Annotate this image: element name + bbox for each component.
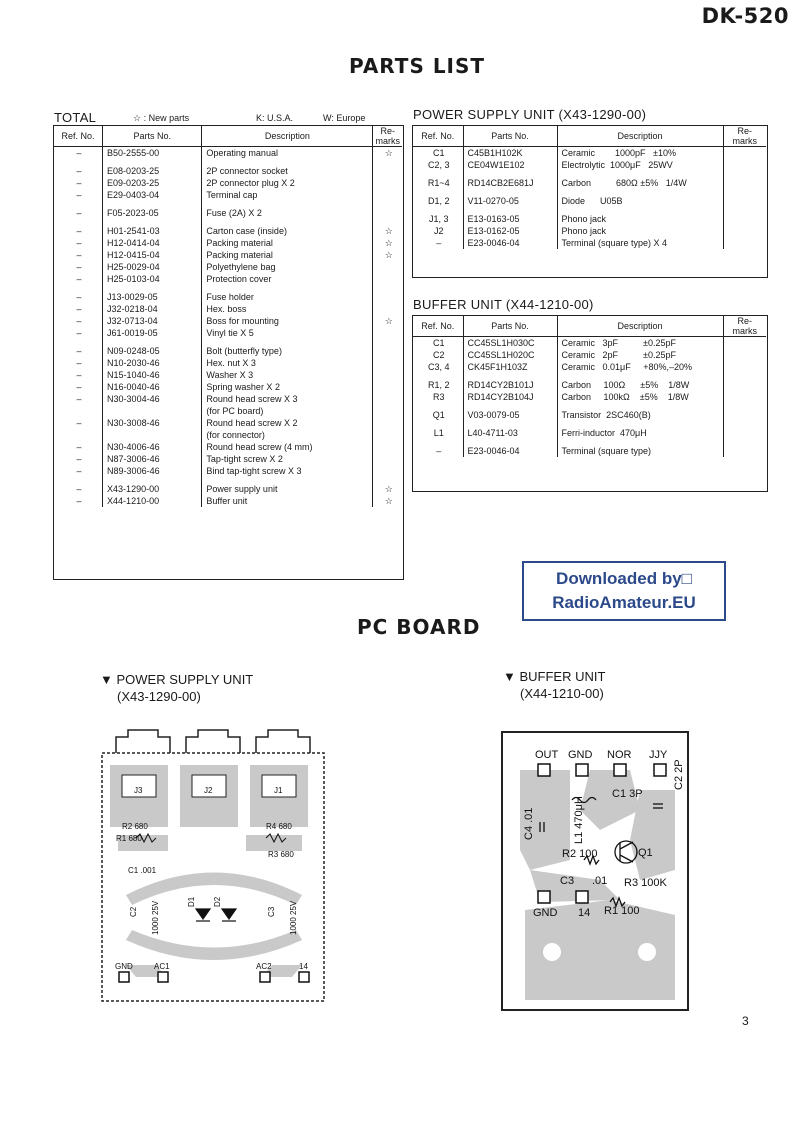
cell-parts: X43-1290-00: [103, 483, 202, 495]
cell-ref: –: [54, 207, 103, 219]
buffer-pcb-drawing: [500, 730, 692, 1014]
header-desc: Description: [557, 126, 723, 147]
cell-rem: ☆: [384, 316, 393, 326]
table-row: [413, 361, 766, 373]
cell-rem: [723, 427, 766, 439]
cell-rem: ☆: [384, 484, 393, 494]
cell-ref: –: [54, 357, 103, 369]
cell-ref: –: [54, 303, 103, 315]
cell-parts: N10-2030-46: [103, 357, 202, 369]
cell-desc: Operating manual: [202, 147, 373, 160]
cell-rem: [723, 237, 766, 249]
cell-rem: [723, 349, 766, 361]
cell-rem: [373, 441, 402, 453]
table-row: [54, 165, 402, 177]
table-row: [54, 483, 402, 495]
cell-ref: –: [54, 345, 103, 357]
label-r1: R1 680: [116, 834, 142, 843]
cell-parts: RD14CY2B101J: [463, 379, 557, 391]
cell-ref: –: [54, 417, 103, 429]
cell-ref: –: [54, 147, 103, 160]
table-row: [54, 381, 402, 393]
header-desc: Description: [557, 316, 723, 337]
header-remarks: Re- marks: [723, 126, 766, 147]
cell-desc: Ceramic 0.01μF +80%,–20%: [557, 361, 723, 373]
cell-ref: –: [54, 291, 103, 303]
watermark-line1: Downloaded by□: [556, 569, 692, 588]
table-row: [413, 427, 766, 439]
cell-ref: –: [54, 327, 103, 339]
cell-ref: –: [54, 381, 103, 393]
cell-ref: –: [413, 445, 463, 457]
cell-parts: E29-0403-04: [103, 189, 202, 201]
cell-rem: [373, 393, 402, 405]
cell-ref: –: [54, 393, 103, 405]
table-row: [54, 177, 402, 189]
cell-ref: [54, 429, 103, 441]
cell-rem: [723, 445, 766, 457]
cell-rem: [373, 189, 402, 201]
label-r1: R1 100: [604, 905, 640, 917]
legend-new-parts: ☆ : New parts: [133, 113, 190, 123]
cell-ref: –: [54, 453, 103, 465]
cell-parts: N09-0248-05: [103, 345, 202, 357]
cell-parts: V03-0079-05: [463, 409, 557, 421]
cell-rem: ☆: [384, 148, 393, 158]
cell-desc: Transistor 2SC460(B): [557, 409, 723, 421]
cell-ref: –: [54, 189, 103, 201]
label-r3: R3 680: [268, 850, 294, 859]
cell-parts: E13-0163-05: [463, 213, 557, 225]
cell-desc: Tap-tight screw X 2: [202, 453, 373, 465]
table-row: [54, 237, 402, 249]
label-c3-value: .01: [592, 875, 608, 887]
cell-rem: [373, 327, 402, 339]
cell-rem: [373, 369, 402, 381]
cell-desc: Packing material: [202, 249, 373, 261]
label-ac2: AC2: [256, 962, 272, 971]
cell-ref: –: [54, 441, 103, 453]
label-j3: J3: [134, 786, 143, 795]
cell-parts: E23-0046-04: [463, 445, 557, 457]
cell-parts: V11-0270-05: [463, 195, 557, 207]
total-parts-table: [54, 126, 402, 507]
cell-parts: F05-2023-05: [103, 207, 202, 219]
page-number: 3: [742, 1014, 749, 1028]
cell-parts: RD14CY2B104J: [463, 391, 557, 403]
label-c1: C1 3P: [612, 788, 643, 800]
cell-ref: L1: [413, 427, 463, 439]
label-c1: C1 .001: [128, 866, 157, 875]
table-row: [54, 495, 402, 507]
cell-ref: C3, 4: [413, 361, 463, 373]
cell-rem: [723, 379, 766, 391]
table-row: [54, 417, 402, 429]
cell-rem: ☆: [384, 496, 393, 506]
cell-rem: [373, 261, 402, 273]
label-ac1: AC1: [154, 962, 170, 971]
cell-parts: N89-3006-46: [103, 465, 202, 477]
cell-desc: Ferri-inductor 470μH: [557, 427, 723, 439]
download-watermark: [522, 561, 726, 621]
table-row: [54, 429, 402, 441]
header-ref: Ref. No.: [54, 126, 103, 147]
table-row: [54, 225, 402, 237]
cell-desc: Round head screw (4 mm): [202, 441, 373, 453]
cell-desc: (for PC board): [202, 405, 373, 417]
cell-desc: Bolt (butterfly type): [202, 345, 373, 357]
cell-ref: –: [54, 225, 103, 237]
table-row: [413, 225, 766, 237]
cell-ref: –: [54, 249, 103, 261]
cell-parts: RD14CB2E681J: [463, 177, 557, 189]
cell-ref: –: [54, 165, 103, 177]
cell-rem: [373, 381, 402, 393]
label-j2: J2: [204, 786, 213, 795]
cell-parts: N15-1040-46: [103, 369, 202, 381]
header-parts: Parts No.: [463, 316, 557, 337]
table-row: [54, 189, 402, 201]
label-out: OUT: [535, 749, 559, 761]
cell-parts: N87-3006-46: [103, 453, 202, 465]
watermark-line2: RadioAmateur.EU: [552, 593, 696, 612]
cell-parts: N30-3004-46: [103, 393, 202, 405]
table-row: [413, 445, 766, 457]
cell-ref: –: [54, 177, 103, 189]
table-row: [54, 465, 402, 477]
cell-ref: J1, 3: [413, 213, 463, 225]
label-c2: C2 2P: [673, 759, 685, 790]
table-row: [413, 159, 766, 171]
label-d2: D2: [213, 896, 222, 907]
model-number: DK-520: [701, 4, 789, 28]
cell-ref: –: [413, 237, 463, 249]
label-q1: Q1: [638, 847, 653, 859]
cell-desc: Ceramic 3pF ±0.25pF: [557, 337, 723, 350]
cell-desc: Carbon 680Ω ±5% 1/4W: [557, 177, 723, 189]
label-l1: L1 470μH: [573, 796, 585, 844]
cell-ref: –: [54, 483, 103, 495]
label-14: 14: [299, 962, 308, 971]
buffer-board-title: ▼ BUFFER UNIT: [503, 669, 606, 684]
label-jjy: JJY: [649, 749, 668, 761]
cell-rem: [373, 417, 402, 429]
cell-desc: Round head screw X 2: [202, 417, 373, 429]
cell-rem: [373, 177, 402, 189]
cell-rem: [723, 159, 766, 171]
cell-parts: CE04W1E102: [463, 159, 557, 171]
table-row: [54, 249, 402, 261]
label-j1: J1: [274, 786, 283, 795]
cell-desc: Packing material: [202, 237, 373, 249]
cell-desc: Electrolytic 1000μF 25WV: [557, 159, 723, 171]
header-desc: Description: [202, 126, 373, 147]
cell-desc: (for connector): [202, 429, 373, 441]
cell-ref: J2: [413, 225, 463, 237]
table-row: [413, 177, 766, 189]
cell-rem: [373, 207, 402, 219]
cell-rem: [373, 165, 402, 177]
cell-ref: C1: [413, 147, 463, 160]
table-row: [54, 303, 402, 315]
cell-parts: J13-0029-05: [103, 291, 202, 303]
cell-rem: [373, 405, 402, 417]
table-row: [54, 207, 402, 219]
label-gnd: GND: [115, 962, 133, 971]
cell-rem: [373, 345, 402, 357]
label-r2: R2 680: [122, 822, 148, 831]
cell-desc: Buffer unit: [202, 495, 373, 507]
cell-parts: N30-3008-46: [103, 417, 202, 429]
cell-ref: C1: [413, 337, 463, 350]
cell-parts: B50-2555-00: [103, 147, 202, 160]
label-nor: NOR: [607, 749, 632, 761]
legend-europe: W: Europe: [323, 113, 366, 123]
cell-rem: [723, 177, 766, 189]
cell-rem: [723, 361, 766, 373]
cell-rem: [723, 337, 766, 350]
label-gnd-top: GND: [568, 749, 593, 761]
cell-parts: L40-4711-03: [463, 427, 557, 439]
label-c3: C3: [560, 875, 575, 887]
label-c3: C3: [267, 906, 276, 917]
cell-desc: Round head screw X 3: [202, 393, 373, 405]
cell-desc: Spring washer X 2: [202, 381, 373, 393]
table-row: [54, 315, 402, 327]
cell-parts: CC45SL1H030C: [463, 337, 557, 350]
table-row: [54, 261, 402, 273]
cell-parts: E09-0203-25: [103, 177, 202, 189]
cell-desc: Bind tap-tight screw X 3: [202, 465, 373, 477]
cell-ref: –: [54, 261, 103, 273]
cell-rem: [723, 225, 766, 237]
table-row: [54, 147, 402, 160]
label-r4: R4 680: [266, 822, 292, 831]
cell-rem: ☆: [384, 250, 393, 260]
buffer-parts-table: [413, 316, 766, 457]
power-board-title: ▼ POWER SUPPLY UNIT: [100, 672, 254, 687]
cell-parts: J32-0713-04: [103, 315, 202, 327]
cell-desc: Terminal (square type): [557, 445, 723, 457]
label-r2: R2 100: [562, 848, 598, 860]
cell-rem: [373, 465, 402, 477]
power-board-code: (X43-1290-00): [117, 689, 201, 704]
cell-parts: CK45F1H103Z: [463, 361, 557, 373]
cell-desc: Phono jack: [557, 225, 723, 237]
header-remarks: Re- marks: [723, 316, 766, 337]
table-row: [413, 409, 766, 421]
cell-parts: E23-0046-04: [463, 237, 557, 249]
cell-ref: –: [54, 369, 103, 381]
cell-desc: Boss for mounting: [202, 315, 373, 327]
label-c4: C4 .01: [523, 807, 535, 840]
table-row: [54, 393, 402, 405]
cell-rem: [373, 291, 402, 303]
cell-desc: Ceramic 1000pF ±10%: [557, 147, 723, 160]
cell-parts: J32-0218-04: [103, 303, 202, 315]
power-supply-pcb-drawing: [96, 725, 336, 1005]
table-row: [413, 337, 766, 350]
cell-ref: Q1: [413, 409, 463, 421]
cell-desc: Hex. nut X 3: [202, 357, 373, 369]
label-d1: D1: [187, 896, 196, 907]
cell-desc: Phono jack: [557, 213, 723, 225]
cell-desc: Hex. boss: [202, 303, 373, 315]
cell-parts: H12-0414-04: [103, 237, 202, 249]
cell-parts: X44-1210-00: [103, 495, 202, 507]
total-title: TOTAL: [54, 110, 97, 125]
header-ref: Ref. No.: [413, 316, 463, 337]
pc-board-title: PC BOARD: [357, 615, 481, 639]
label-c3-value: 1000 25V: [289, 900, 298, 935]
table-row: [54, 345, 402, 357]
cell-desc: Protection cover: [202, 273, 373, 285]
cell-ref: –: [54, 315, 103, 327]
cell-ref: R1~4: [413, 177, 463, 189]
cell-rem: [373, 273, 402, 285]
cell-ref: –: [54, 273, 103, 285]
cell-parts: H01-2541-03: [103, 225, 202, 237]
header-ref: Ref. No.: [413, 126, 463, 147]
cell-rem: ☆: [384, 238, 393, 248]
label-r3: R3 100K: [624, 877, 667, 889]
table-row: [54, 327, 402, 339]
parts-list-title: PARTS LIST: [349, 54, 486, 78]
label-c2: C2: [129, 906, 138, 917]
table-row: [54, 405, 402, 417]
cell-parts: [103, 405, 202, 417]
cell-desc: Carbon 100Ω ±5% 1/8W: [557, 379, 723, 391]
cell-desc: 2P connector plug X 2: [202, 177, 373, 189]
cell-ref: –: [54, 465, 103, 477]
cell-ref: C2, 3: [413, 159, 463, 171]
cell-desc: Power supply unit: [202, 483, 373, 495]
cell-parts: H25-0029-04: [103, 261, 202, 273]
cell-rem: [723, 195, 766, 207]
cell-desc: Diode U05B: [557, 195, 723, 207]
cell-rem: [723, 213, 766, 225]
table-row: [413, 349, 766, 361]
cell-desc: Vinyl tie X 5: [202, 327, 373, 339]
cell-desc: 2P connector socket: [202, 165, 373, 177]
cell-desc: Terminal (square type) X 4: [557, 237, 723, 249]
legend-usa: K: U.S.A.: [256, 113, 294, 123]
table-row: [413, 391, 766, 403]
buffer-board-code: (X44-1210-00): [520, 686, 604, 701]
cell-ref: R1, 2: [413, 379, 463, 391]
table-row: [54, 453, 402, 465]
table-row: [54, 369, 402, 381]
cell-desc: Polyethylene bag: [202, 261, 373, 273]
cell-parts: [103, 429, 202, 441]
table-row: [413, 237, 766, 249]
header-parts: Parts No.: [103, 126, 202, 147]
cell-rem: [373, 453, 402, 465]
cell-rem: ☆: [384, 226, 393, 236]
power-supply-title: POWER SUPPLY UNIT (X43-1290-00): [413, 107, 647, 122]
cell-desc: Washer X 3: [202, 369, 373, 381]
cell-parts: J61-0019-05: [103, 327, 202, 339]
table-row: [54, 357, 402, 369]
header-parts: Parts No.: [463, 126, 557, 147]
cell-desc: Terminal cap: [202, 189, 373, 201]
cell-parts: E13-0162-05: [463, 225, 557, 237]
cell-desc: Fuse holder: [202, 291, 373, 303]
cell-parts: N16-0040-46: [103, 381, 202, 393]
table-row: [413, 379, 766, 391]
table-row: [413, 213, 766, 225]
label-c2-value: 1000 25V: [151, 900, 160, 935]
cell-parts: N30-4006-46: [103, 441, 202, 453]
table-row: [54, 273, 402, 285]
cell-ref: –: [54, 495, 103, 507]
header-remarks: Re- marks: [373, 126, 402, 147]
cell-rem: [723, 409, 766, 421]
cell-parts: H12-0415-04: [103, 249, 202, 261]
cell-ref: –: [54, 237, 103, 249]
cell-parts: CC45SL1H020C: [463, 349, 557, 361]
cell-rem: [723, 391, 766, 403]
cell-parts: H25-0103-04: [103, 273, 202, 285]
cell-rem: [723, 147, 766, 160]
cell-ref: C2: [413, 349, 463, 361]
cell-parts: C45B1H102K: [463, 147, 557, 160]
label-14: 14: [578, 907, 591, 919]
cell-parts: E08-0203-25: [103, 165, 202, 177]
cell-ref: D1, 2: [413, 195, 463, 207]
label-gnd-bottom: GND: [533, 907, 558, 919]
table-row: [54, 441, 402, 453]
cell-ref: [54, 405, 103, 417]
cell-rem: [373, 429, 402, 441]
cell-rem: [373, 303, 402, 315]
buffer-title: BUFFER UNIT (X44-1210-00): [413, 297, 594, 312]
table-row: [413, 195, 766, 207]
table-row: [413, 147, 766, 160]
cell-desc: Ceramic 2pF ±0.25pF: [557, 349, 723, 361]
jack-outlines: [116, 730, 310, 753]
power-supply-parts-table: [413, 126, 766, 249]
cell-desc: Fuse (2A) X 2: [202, 207, 373, 219]
cell-ref: R3: [413, 391, 463, 403]
table-row: [54, 291, 402, 303]
cell-desc: Carton case (inside): [202, 225, 373, 237]
cell-desc: Carbon 100kΩ ±5% 1/8W: [557, 391, 723, 403]
cell-rem: [373, 357, 402, 369]
